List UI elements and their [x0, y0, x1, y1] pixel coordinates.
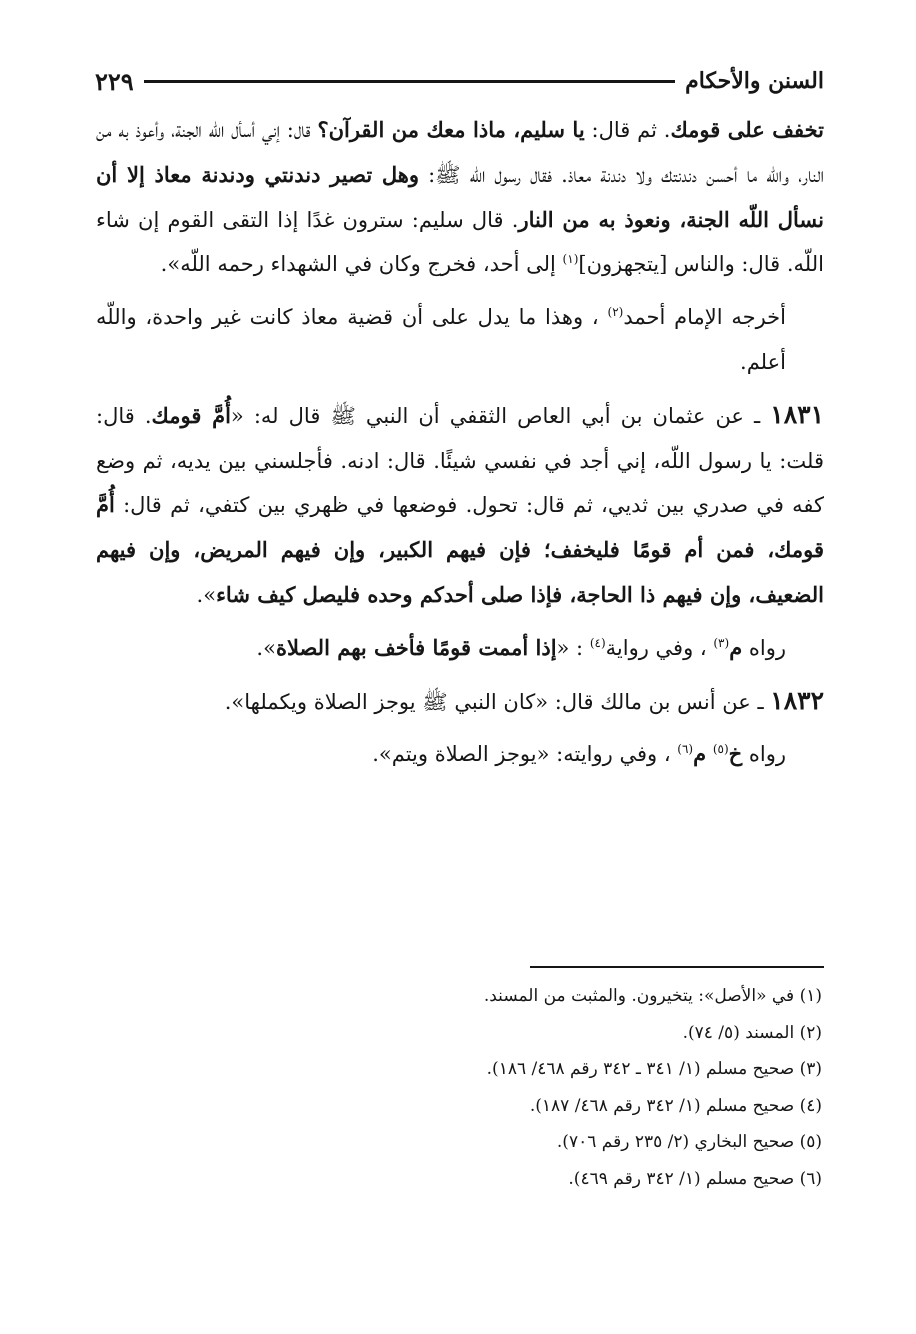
hadith-number: ١٨٣١ [770, 399, 824, 429]
bold-text-segment: أُمَّ قومك [151, 402, 231, 428]
footnote-ref: (٤) [589, 635, 606, 650]
text-segment: رواه [742, 635, 786, 660]
bold-text-segment: إذا أممت قومًا فأخف بهم الصلاة [275, 634, 557, 660]
footnote-ref: (٥) [712, 742, 729, 757]
bold-text-segment: يا سليم، ماذا معك من القرآن؟ [317, 117, 585, 142]
text-segment: ». [196, 582, 217, 607]
text-segment: ـ عن عثمان بن أبي العاص الثقفي أن النبي ﷺ قال له: « [230, 403, 771, 428]
paragraph [96, 393, 824, 618]
text-segment: ـ عن أنس بن مالك قال: «كان النبي ﷺ يوجز الصلاة ويكملها». [224, 689, 771, 714]
hadith-number: ١٨٣٢ [770, 685, 824, 715]
paragraph [96, 679, 824, 725]
footnote-item: (٢) المسند (٥/ ٧٤). [682, 1022, 822, 1043]
text-segment: ، وهذا ما يدل على أن قضية معاذ كانت غير واحدة، واللّه أعلم. [96, 305, 786, 374]
page-number: ٢٢٩ [95, 66, 134, 96]
text-segment: ». [256, 635, 276, 660]
running-title: السنن والأحكام [685, 68, 824, 94]
footnote-item: (١) في «الأصل»: يتخيرون. والمثبت من المسند. [483, 986, 822, 1006]
paragraph [96, 295, 824, 385]
page-header [95, 62, 824, 100]
footnote-ref: (٢) [607, 305, 624, 320]
footnote-separator [530, 966, 824, 968]
main-text [96, 108, 824, 777]
bold-text-segment: وهل تصير دندنتي ودندنة معاذ إلا أن نسأل اللّه الجنة، ونعوذ به من النار [96, 161, 824, 232]
footnotes [96, 978, 822, 1197]
bold-text-segment: أُمَّ قومك، فمن أم قومًا فليخفف؛ فإن فيهم الكبير، وإن فيهم المريض، وإن فيهم الضعيف، وإن فيهم ذا الحاجة، فإذا صلى أحدكم وحده فليصل كيف شاء [96, 492, 824, 607]
text-segment: ، وفي رواية [605, 635, 714, 660]
text-segment: . ثم قال: [584, 118, 671, 142]
header-rule [144, 80, 675, 83]
text-segment: : « [556, 635, 590, 660]
bold-text-segment: م [693, 741, 707, 767]
bold-text-segment: خ [728, 741, 743, 767]
text-segment: . قال: قلت: يا رسول اللّه، إني أجد في نفسي شيئًا. قال: ادنه. فأجلسني بين يديه، ثم وضع كفه في صدري بين ثديي، ثم قال: تحول. فوضعها في ظهري بين كتفي، ثم قال: [96, 403, 824, 518]
text-segment: ، وفي روايته: «يوجز الصلاة ويتم». [372, 742, 678, 767]
paragraph [96, 732, 824, 777]
footnote-ref: (١) [562, 252, 579, 267]
text-segment: إلى أحد، فخرج وكان في الشهداء رحمه اللّه». [160, 252, 563, 277]
text-segment [706, 742, 713, 766]
footnote-ref: (٦) [677, 742, 694, 757]
footnote-item: (٦) صحيح مسلم (١/ ٣٤٢ رقم ٤٦٩). [568, 1168, 822, 1189]
footnote-item: (٥) صحيح البخاري (٢/ ٢٣٥ رقم ٧٠٦). [556, 1132, 822, 1152]
footnote-item: (٣) صحيح مسلم (١/ ٣٤١ ـ ٣٤٢ رقم ٤٦٨/ ١٨٦). [486, 1059, 822, 1079]
bold-text-segment: م [729, 634, 743, 660]
paragraph [96, 626, 824, 671]
text-segment: رواه [742, 742, 786, 767]
text-segment: . قال سليم: سترون غدًا إذا التقى القوم إن شاء اللّه. قال: والناس [يتجهزون] [96, 207, 824, 277]
text-segment: قال: إني أسأل اللّه الجنة، وأعوذ به من النار، واللّه ما أحسن دندنتك ولا دندنة معاذ. فقال رسول اللّه ﷺ: [96, 118, 825, 187]
footnote-ref: (٣) [713, 635, 730, 650]
text-segment: أخرجه الإمام أحمد [623, 305, 787, 330]
paragraph [96, 108, 824, 287]
footnote-item: (٤) صحيح مسلم (١/ ٣٤٢ رقم ٤٦٨/ ١٨٧). [529, 1095, 822, 1116]
bold-text-segment: تخفف على قومك [670, 117, 824, 142]
